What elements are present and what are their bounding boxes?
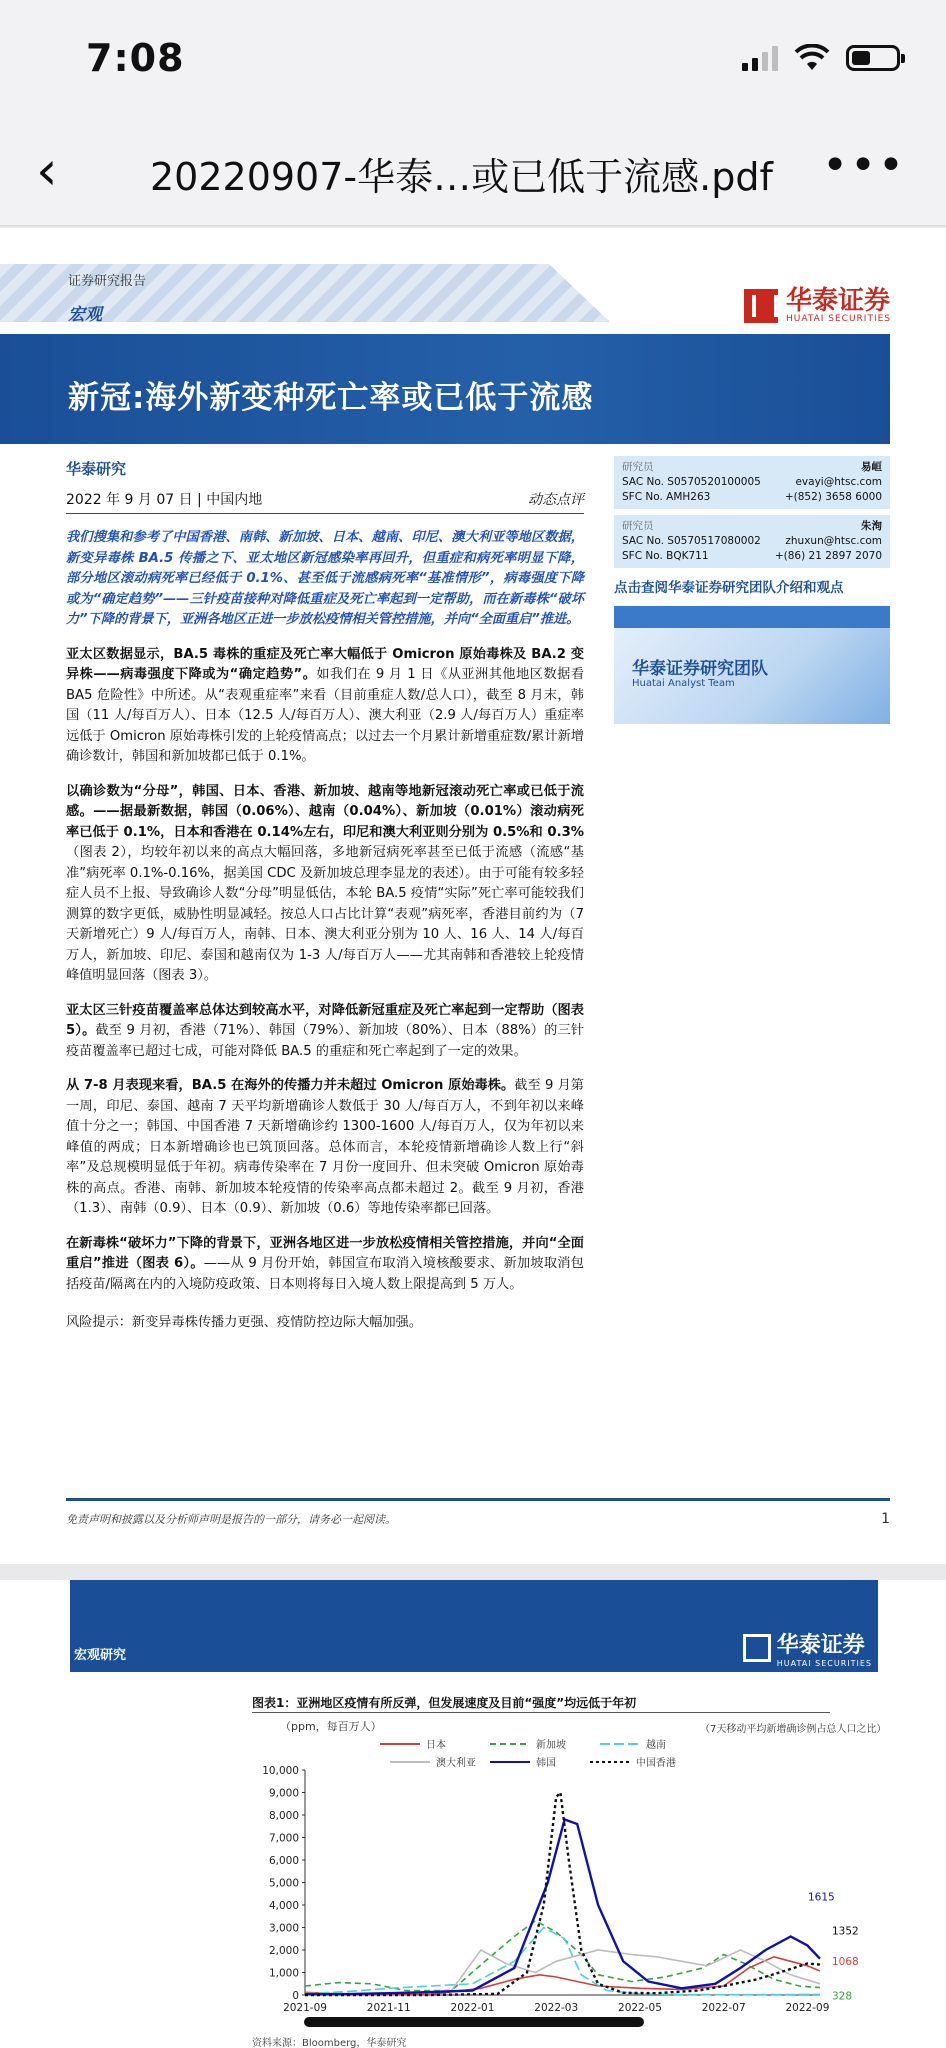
y-tick-label: 6,000 — [268, 1855, 299, 1867]
legend-label: 日本 — [426, 1740, 446, 1751]
y-tick-label: 3,000 — [268, 1922, 299, 1935]
report-headline: 新冠:海外新变种死亡率或已低于流感 — [68, 380, 594, 416]
y-tick-label: 9,000 — [268, 1787, 299, 1800]
paragraph-4 — [66, 1076, 584, 1220]
logo-cn: 华泰证券 — [786, 286, 891, 316]
analyst-role: 研究员 — [622, 461, 654, 473]
x-tick-label: 2021-11 — [366, 2002, 411, 2014]
team-banner-subtitle: Huatai Analyst Team — [632, 678, 735, 689]
back-button[interactable]: ‹ — [36, 139, 58, 202]
y-tick-label: 5,000 — [268, 1877, 299, 1890]
y-tick-label: 0 — [292, 1990, 299, 2002]
p2-bold: 以确诊数为“分母”，韩国、日本、香港、新加坡、越南等地新冠滚动死亡率或已低于流感。——据最新数据，韩国（0.06%）、越南（0.04%）、新加坡（0.01%）滚动病死率已低于 0.1%，日本和香港在 0.14%左右，印尼和澳大利亚则分别为 0.5%和 0.3% — [66, 783, 584, 840]
p4-text: 截至 9 月第一周，印尼、泰国、越南 7 天平均新增确诊人数低于 30 人/每百万人，不到年初以来峰值十分之一；韩国、中国香港 7 天新增确诊约 1300-1600 人/每百万人，仅为年初以来峰值的两成；日本新增确诊也已筑顶回落。总体而言，本轮疫情新增确诊人数上行“斜率”及总规模明显低于年初。病毒传染率在 7 月份一度回升、但未突破 Omicron 原始毒株的高点。香港、南韩、新加坡本轮疫情的传染率高点都未超过 2。截至 9 月初，香港（1.3）、南韩（0.9）、日本（0.9）、新加坡（0.6）等地传染率都已回落。 — [66, 1078, 584, 1216]
analyst-email[interactable]: evayi@htsc.com — [795, 476, 882, 488]
legend-label: 韩国 — [536, 1758, 556, 1769]
p5-text: ——从 9 月份开始，韩国宣布取消入境核酸要求、新加坡取消包括疫苗/隔离在内的入境防疫政策、日本则将每日入境人数上限提高到 5 万人。 — [66, 1256, 584, 1292]
battery-icon — [846, 45, 900, 71]
team-link[interactable]: 点击查阅华泰证券研究团队介绍和观点 — [614, 580, 844, 596]
p2-text: （图表 2），均较年初以来的高点大幅回落，多地新冠病死率甚至已低于流感（流感“基准”病死率 0.1%-0.16%，据美国 CDC 及新加坡总理李显龙的表述）。由于可能有较多轻症人员不上报、导致确诊人数“分母”明显低估，本轮 BA.5 疫情“实际”死亡率可能较我们测算的数字更低，威胁性明显减轻。按总人口占比计算“表观”病死率，香港目前约为（7 天新增死亡）9 人/每百万人，南韩、日本、澳大利亚分别为 10 人、16 人、14 人/每百万人，新加坡、印尼、泰国和越南仅为 1-3 人/每百万人——尤其南韩和香港较上轮疫情峰值明显回落（图表 3）。 — [66, 845, 584, 983]
logo-cn: 华泰证券 — [776, 1633, 865, 1658]
footer-disclaimer: 免责声明和披露以及分析师声明是报告的一部分，请务必一起阅读。 — [66, 1513, 396, 1526]
x-tick-label: 2022-03 — [534, 2002, 579, 2014]
pdf-page-2[interactable] — [0, 1580, 946, 2048]
analyst-email[interactable]: zhuxun@htsc.com — [785, 535, 882, 547]
wifi-icon — [794, 44, 830, 72]
status-time: 7:08 — [86, 36, 185, 80]
analyst-phone: +(852) 3658 6000 — [784, 491, 882, 503]
analyst-sfc: SFC No. AMH263 — [622, 491, 711, 503]
y-tick-label: 2,000 — [268, 1945, 299, 1957]
team-banner-image[interactable] — [614, 606, 890, 724]
team-banner-bar — [614, 606, 890, 628]
legend-label: 越南 — [646, 1740, 666, 1751]
status-bar — [0, 0, 946, 120]
nav-bar — [0, 120, 946, 226]
x-tick-label: 2022-07 — [701, 2002, 746, 2014]
series-end-label: 1615 — [808, 1891, 835, 1904]
lead-paragraph: 我们搜集和参考了中国香港、南韩、新加坡、日本、越南、印尼、澳大利亚等地区数据，新变异毒株 BA.5 传播之下、亚太地区新冠感染率再回升，但重症和病死率明显下降，部分地区滚动病死率已经低于 0.1%、甚至低于流感病死率“基准情形”，病毒强度下降或为“确定趋势”——三针疫苗接种对降低重症及死亡率起到一定帮助，而在新毒株“破坏力”下降的背景下，亚洲各地区正进一步放松疫情相关管控措施，并向“全面重启”推进。 — [66, 530, 584, 627]
series-end-label: 1068 — [832, 1955, 859, 1968]
headline-banner — [0, 334, 890, 444]
analyst-phone: +(86) 21 2897 2070 — [774, 550, 882, 562]
source-label: 华泰研究 — [66, 460, 127, 478]
huatai-logo — [744, 288, 891, 324]
logo-en: HUATAI SECURITIES — [786, 314, 892, 324]
series-line — [305, 1921, 820, 1991]
analyst-sfc: SFC No. BQK711 — [622, 550, 709, 562]
team-banner-title: 华泰证券研究团队 — [632, 659, 768, 679]
legend-label: 澳大利亚 — [436, 1758, 476, 1769]
chart-annotation: （7天移动平均新增确诊例占总人口之比） — [700, 1724, 887, 1735]
analyst-card — [614, 456, 890, 509]
logo-mark-icon — [744, 289, 778, 323]
paragraph-5 — [66, 1234, 584, 1296]
chart-source: 资料来源：Bloomberg，华泰研究 — [252, 2038, 407, 2048]
x-tick-label: 2022-01 — [450, 2002, 495, 2014]
document-title: 20220907-华泰…或已低于流感.pdf — [150, 155, 773, 199]
analyst-card — [614, 515, 890, 568]
side-column — [614, 456, 890, 724]
analyst-name: 易峘 — [861, 461, 882, 473]
covid-cases-chart — [0, 1580, 946, 2048]
series-line — [305, 1928, 820, 1995]
p4-bold: 从 7-8 月表现来看，BA.5 在海外的传播力并未超过 Omicron 原始毒株。 — [66, 1078, 515, 1093]
analyst-sac: SAC No. S0570520100005 — [622, 476, 761, 488]
page2-section: 宏观研究 — [74, 1648, 127, 1663]
status-icons — [742, 44, 900, 72]
pdf-page-1[interactable] — [0, 228, 946, 1564]
legend-label: 新加坡 — [536, 1740, 566, 1751]
paragraph-2 — [66, 782, 584, 987]
doc-type-label: 证券研究报告 — [68, 274, 147, 289]
chart-title: 图表1：亚洲地区疫情有所反弹，但发展速度及目前“强度”均远低于年初 — [252, 1696, 637, 1710]
legend-label: 中国香港 — [636, 1758, 676, 1769]
p1-text: 如我们在 9 月 1 日《从亚洲其他地区数据看 BA5 危险性》中所述。从“表观重症率”来看（目前重症人数/总人口），截至 8 月末，韩国（11 人/每百万人）、日本（12.5 人/每百万人）、澳大利亚（2.9 人/每百万人）重症率远低于 Omicron 原始毒株引发的上轮疫情高点；以过去一个月累计新增重症数/累计新增确诊数计，韩国和新加坡都已低于 0.1%。 — [66, 667, 585, 764]
y-tick-label: 1,000 — [268, 1967, 299, 1980]
series-line — [305, 1820, 820, 1995]
x-tick-label: 2022-09 — [785, 2002, 830, 2014]
analyst-sac: SAC No. S0570517080002 — [622, 535, 761, 547]
page-number: 1 — [881, 1511, 890, 1527]
home-indicator[interactable] — [304, 2017, 644, 2027]
paragraph-3 — [66, 1001, 584, 1063]
x-tick-label: 2021-09 — [283, 2002, 327, 2014]
p3-text: 截至 9 月初，香港（71%）、韩国（79%）、新加坡（80%）、日本（88%）的三针疫苗覆盖率已超过七成，可能对降低 BA.5 的重症和死亡率起到了一定的效果。 — [66, 1023, 585, 1059]
analyst-role: 研究员 — [622, 520, 654, 532]
analyst-name: 朱洵 — [861, 520, 882, 532]
y-tick-label: 7,000 — [268, 1832, 299, 1845]
p1-bold: 亚太区数据显示，BA.5 毒株的重症及死亡率大幅低于 Omicron 原始毒株及 BA.2 变异株——病毒强度下降或为“确定趋势”。 — [66, 646, 584, 682]
dateline — [66, 489, 584, 514]
risk-warning: 风险提示：新变异毒株传播力更强、疫情防控边际大幅加强。 — [66, 1315, 423, 1330]
cellular-signal-icon — [742, 45, 778, 71]
x-tick-label: 2022-05 — [618, 2002, 662, 2014]
report-kind: 动态点评 — [528, 492, 584, 508]
y-tick-label: 4,000 — [268, 1900, 299, 1912]
main-column — [66, 456, 584, 1330]
category-label: 宏观 — [68, 305, 102, 325]
report-date: 2022 年 9 月 07 日 | 中国内地 — [66, 492, 263, 508]
series-end-label: 1352 — [832, 1925, 859, 1938]
series-end-label: 328 — [832, 1990, 853, 2003]
paragraph-1 — [66, 645, 584, 768]
y-tick-label: 10,000 — [262, 1765, 299, 1777]
y-axis-label: （ppm，每百万人） — [280, 1720, 382, 1733]
p5-bold: 在新毒株“破坏力”下降的背景下，亚洲各地区进一步放松疫情相关管控措施，并向“全面重启”推进（图表 6）。 — [66, 1235, 584, 1271]
more-options-button[interactable]: ••• — [822, 140, 906, 191]
y-tick-label: 8,000 — [268, 1810, 299, 1822]
page-footer — [66, 1498, 890, 1527]
logo-en: HUATAI SECURITIES — [776, 1659, 872, 1668]
p3-bold: 亚太区三针疫苗覆盖率总体达到较高水平，对降低新冠重症及死亡率起到一定帮助（图表 5）。 — [66, 1002, 584, 1038]
